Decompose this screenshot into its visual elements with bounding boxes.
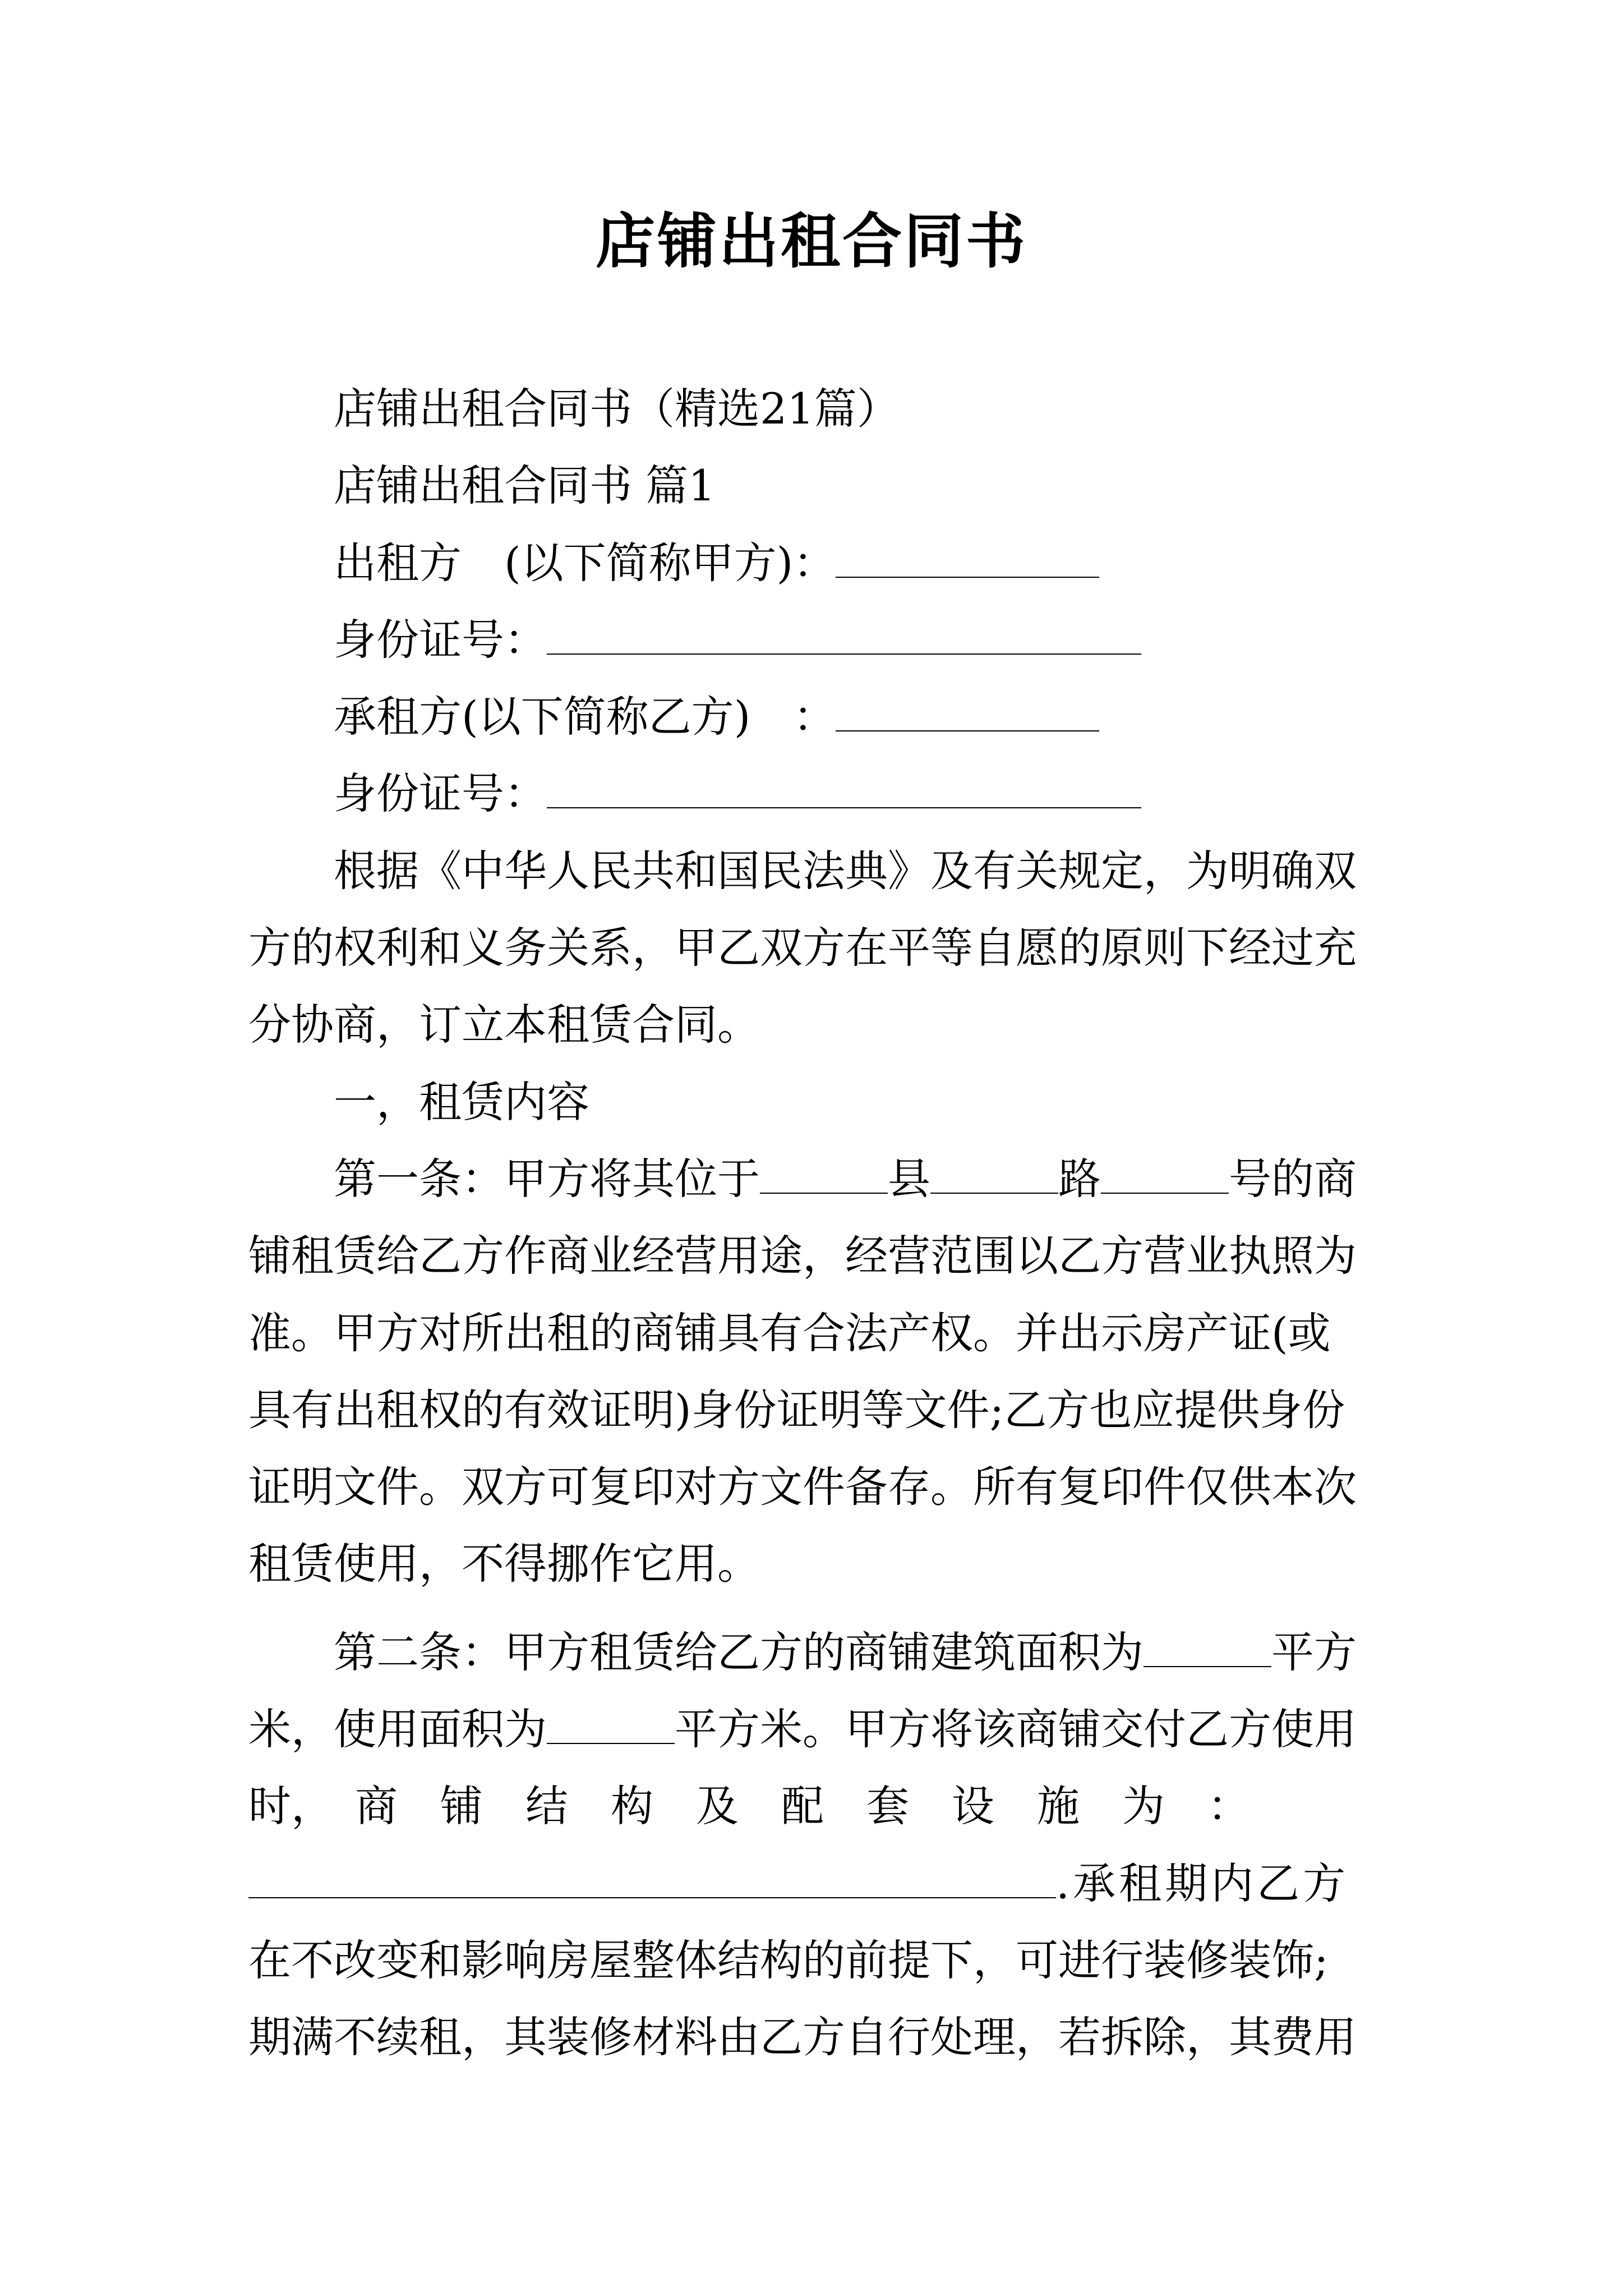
preamble-line: 方的权利和义务关系，甲乙双方在平等自愿的原则下经过充 xyxy=(248,923,1357,973)
clause-1-line: 证明文件。双方可复印对方文件备存。所有复印件仅供本次 xyxy=(248,1462,1357,1512)
party-a-blank xyxy=(836,543,1099,578)
usable-area-blank xyxy=(547,1709,675,1744)
facilities-blank xyxy=(248,1864,1056,1898)
clause-2-line xyxy=(248,1845,1387,1922)
party-b-blank xyxy=(836,697,1099,731)
clause-1-text: 第一条：甲方将其位于 xyxy=(334,1153,760,1204)
paragraph-gap xyxy=(248,1603,1387,1614)
preamble-line: 根据《中华人民共和国民法典》及有关规定，为明确双 xyxy=(334,845,1357,896)
party-a-line xyxy=(248,524,1387,601)
clause-2-line: 期满不续租，其装修材料由乙方自行处理，若拆除，其费用 xyxy=(248,2012,1357,2063)
party-a-label: 出租方 (以下简称甲方)： xyxy=(334,537,836,588)
county-blank xyxy=(760,1159,888,1194)
clause-2-text: 第二条：甲方租赁给乙方的商铺建筑面积为 xyxy=(334,1627,1144,1677)
clause-2-text: 米，使用面积为 xyxy=(248,1704,547,1755)
clause-1-text: 路 xyxy=(1058,1153,1101,1204)
clause-2-line: 在不改变和影响房屋整体结构的前提下，可进行装修装饰; xyxy=(248,1935,1329,1985)
clause-1-line: 租赁使用，不得挪作它用。 xyxy=(248,1539,760,1589)
clause-1-text: 县 xyxy=(888,1153,930,1204)
clause-2-text: .承租期内乙方 xyxy=(1056,1858,1349,1908)
number-blank xyxy=(1101,1159,1229,1194)
building-area-blank xyxy=(1144,1632,1271,1667)
id-b-blank xyxy=(547,774,1141,808)
clause-1-line: 准。甲方对所出租的商铺具有合法产权。并出示房产证(或 xyxy=(248,1308,1331,1358)
document-body xyxy=(248,370,1387,2076)
section-heading-rental: 一，租赁内容 xyxy=(334,1076,589,1127)
clause-2-text: 平方米。甲方将该商铺交付乙方使用 xyxy=(675,1704,1357,1755)
clause-2-text: 平方 xyxy=(1271,1627,1357,1677)
section-heading: 店铺出租合同书 篇1 xyxy=(334,461,716,511)
clause-1-line xyxy=(248,1140,1387,1217)
id-b-line xyxy=(248,755,1387,832)
subtitle: 店铺出租合同书（精选21篇） xyxy=(334,384,900,434)
clause-1-line: 铺租赁给乙方作商业经营用途，经营范围以乙方营业执照为 xyxy=(248,1231,1357,1281)
id-a-line xyxy=(248,601,1387,678)
clause-1-text: 号的商 xyxy=(1229,1153,1357,1204)
clause-1-line: 具有出租权的有效证明)身份证明等文件;乙方也应提供身份 xyxy=(248,1384,1345,1435)
party-b-line xyxy=(248,678,1387,755)
id-b-label: 身份证号： xyxy=(334,769,547,819)
id-a-blank xyxy=(547,620,1141,655)
clause-2-line xyxy=(248,1614,1387,1691)
id-a-label: 身份证号： xyxy=(334,614,547,665)
document-title: 店铺出租合同书 xyxy=(596,206,1027,276)
road-blank xyxy=(930,1159,1058,1194)
party-b-label: 承租方(以下简称乙方) ： xyxy=(334,692,836,742)
clause-2-line: 时， 商 铺 结 构 及 配 套 设 施 为 ： xyxy=(248,1781,1250,1832)
clause-2-line xyxy=(248,1691,1387,1768)
preamble-line: 分协商，订立本租赁合同。 xyxy=(248,1000,760,1050)
